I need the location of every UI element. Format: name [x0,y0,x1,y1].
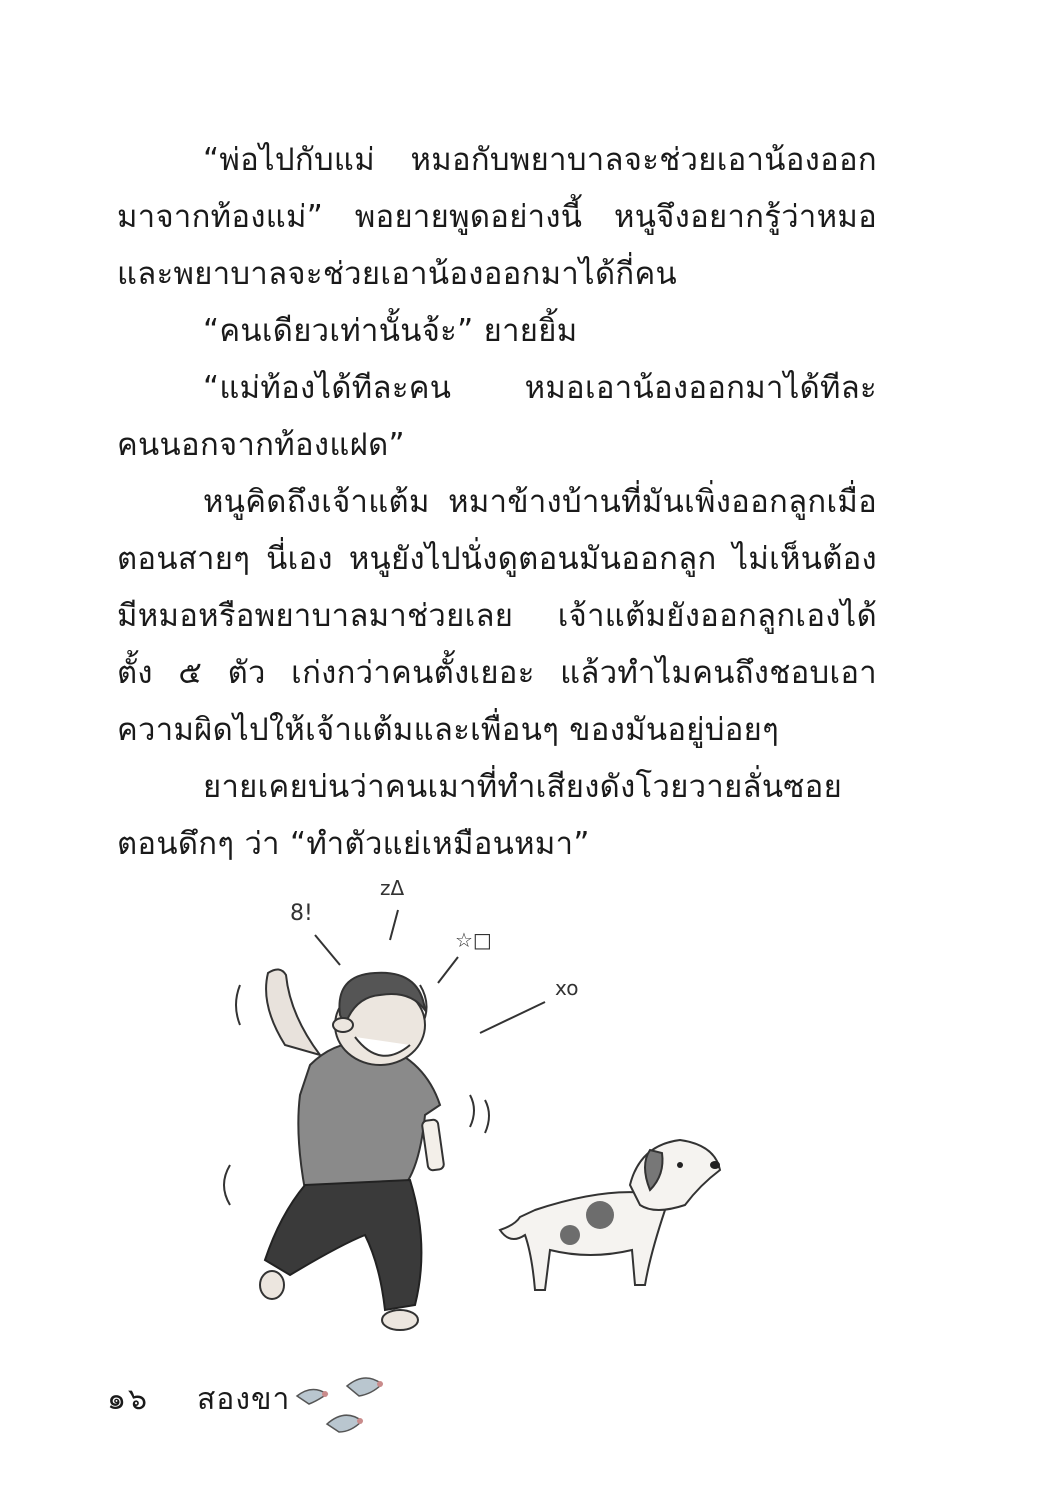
man-figure [260,969,444,1330]
birds-icon [287,1366,407,1446]
doodle-text: zΔ [380,876,405,900]
story-text [117,132,877,873]
paragraph-3: “แม่ท้องได้ทีละคน หมอเอาน้องออกมาได้ทีละคนนอกจากท้องแฝด” [117,370,877,463]
doodle-text: ☆□ [455,928,492,952]
doodle-text: xo [555,976,579,1000]
paragraph-4: หนูคิดถึงเจ้าแต้ม หมาข้างบ้านที่มันเพิ่งออกลูกเมื่อตอนสายๆ นี่เอง หนูยังไปนั่งดูตอนมันออกลูก ไม่เห็นต้องมีหมอหรือพยาบาลมาช่วยเลย เจ้าแต้มยังออกลูกเองได้ตั้ง ๕ ตัว เก่งกว่าคนตั้งเยอะ แล้วทำไมคนถึงชอบเอาความผิดไปให้เจ้าแต้มและเพื่อนๆ ของมันอยู่บ่อยๆ [117,484,877,748]
book-title: สองขา [197,1382,291,1417]
page-footer [107,1366,527,1456]
doodle-text: 8! [290,901,313,926]
page-number: ๑๖ [107,1382,150,1417]
paragraph-1: “พ่อไปกับแม่ หมอกับพยาบาลจะช่วยเอาน้องออกมาจากท้องแม่” พอยายพูดอย่างนี้ หนูจึงอยากรู้ว่าหมอและพยาบาลจะช่วยเอาน้องออกมาได้กี่คน [117,142,877,292]
paragraph-2: “คนเดียวเท่านั้นจ้ะ” ยายยิ้ม [203,313,578,349]
drunk-man-and-dog-illustration [140,865,870,1345]
dog-figure [500,1140,720,1290]
paragraph-5: ยายเคยบ่นว่าคนเมาที่ทำเสียงดังโวยวายลั่นซอยตอนดึกๆ ว่า “ทำตัวแย่เหมือนหมา” [117,769,843,862]
